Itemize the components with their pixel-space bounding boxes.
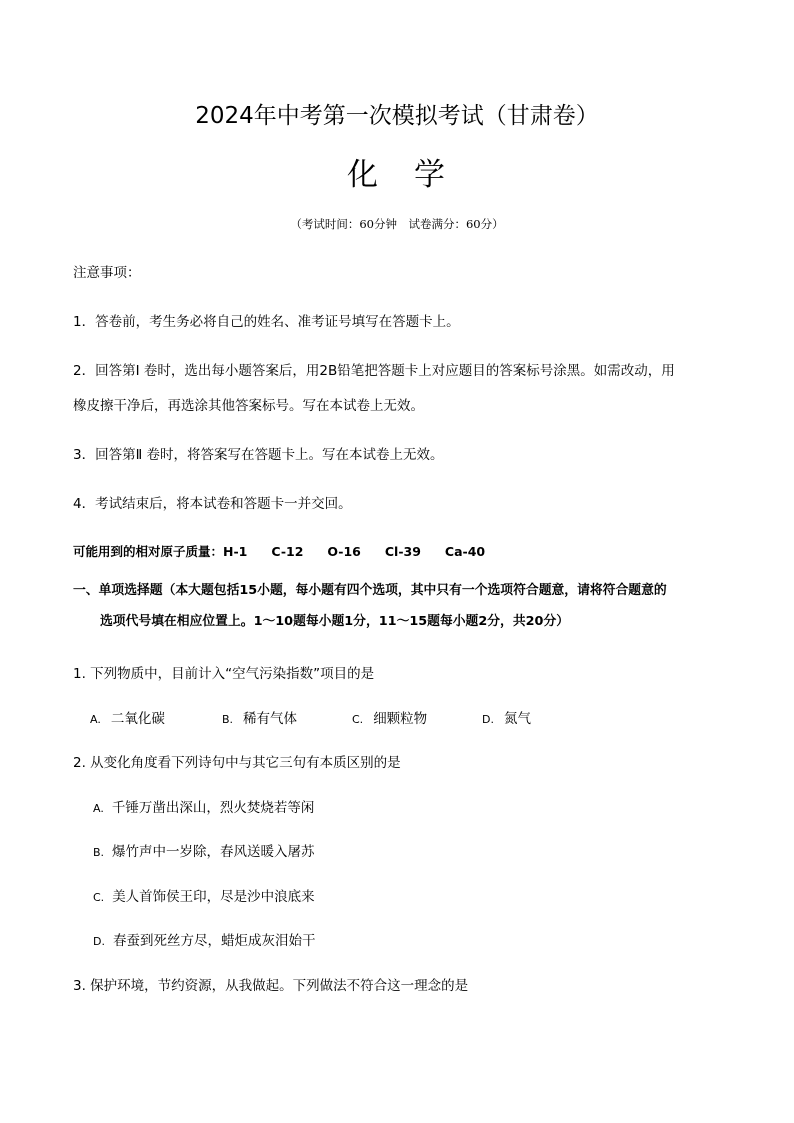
exam-info: （考试时间：60分钟 试卷满分：60分）: [290, 217, 504, 231]
atomic-mass-label: 可能用到的相对原子质量：: [73, 544, 224, 559]
subject-title: [0, 155, 794, 195]
section-1-instructions: 一、单项选择题（本大题包括15小题，每小题有四个选项，其中只有一个选项符合题意，请将符合题意的: [73, 583, 667, 598]
atomic-mass-o: O-16: [327, 544, 361, 559]
notes-heading: 注意事项：: [73, 265, 141, 281]
question-2-stem: 2. 从变化角度看下列诗句中与其它三句有本质区别的是: [73, 755, 401, 771]
subject-char-2: 学: [414, 157, 447, 193]
question-1-option-a[interactable]: A. 二氧化碳: [90, 711, 165, 727]
question-2-option-b[interactable]: B. 爆竹声中一岁除，春风送暖入屠苏: [93, 844, 315, 860]
question-1-options: [90, 709, 590, 729]
question-1-stem: 1. 下列物质中，目前计入“空气污染指数”项目的是: [73, 666, 375, 682]
exam-title: 2024年中考第一次模拟考试（甘肃卷）: [195, 103, 599, 129]
atomic-mass-cl: Cl-39: [384, 544, 421, 559]
note-item-1: 1．答卷前，考生务必将自己的姓名、准考证号填写在答题卡上。: [73, 314, 460, 330]
note-item-2: 2．回答第Ⅰ 卷时，选出每小题答案后，用2B铅笔把答题卡上对应题目的答案标号涂黑。如需改动，用: [73, 363, 675, 379]
note-item-2-continued: 橡皮擦干净后，再选涂其他答案标号。写在本试卷上无效。: [73, 398, 424, 414]
question-1-option-c[interactable]: C. 细颗粒物: [352, 711, 428, 727]
question-2-option-c[interactable]: C. 美人首饰侯王印，尽是沙中浪底来: [93, 889, 315, 905]
atomic-mass-c: C-12: [271, 544, 304, 559]
subject-char-1: 化: [347, 157, 380, 193]
question-2-option-d[interactable]: D. 春蚕到死丝方尽，蜡炬成灰泪始干: [93, 933, 316, 949]
atomic-mass-ca: Ca-40: [444, 544, 486, 559]
note-item-3: 3．回答第Ⅱ 卷时，将答案写在答题卡上。写在本试卷上无效。: [73, 447, 444, 463]
atomic-mass-h: H-1: [223, 544, 248, 559]
question-1-option-b[interactable]: B. 稀有气体: [222, 711, 298, 727]
question-3-stem: 3. 保护环境，节约资源，从我做起。下列做法不符合这一理念的是: [73, 978, 469, 994]
question-1-option-d[interactable]: D. 氮气: [482, 711, 531, 727]
question-2-option-a[interactable]: A. 千锤万凿出深山，烈火焚烧若等闲: [93, 800, 315, 816]
section-1-instructions-continued: 选项代号填在相应位置上。1～10题每小题1分，11～15题每小题2分，共20分）: [100, 614, 570, 629]
note-item-4: 4．考试结束后，将本试卷和答题卡一并交回。: [73, 496, 352, 512]
atomic-mass-line: [73, 542, 485, 562]
